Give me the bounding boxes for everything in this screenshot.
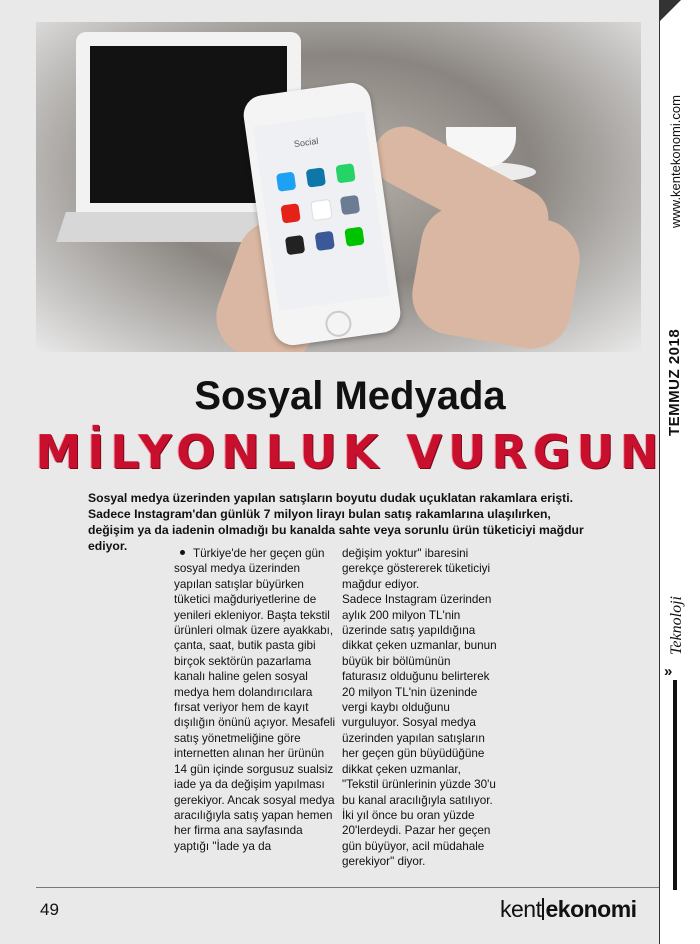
column-2-paragraph-2: Sadece Instagram üzerinden aylık 200 milyon TL'nin üzerinde satış yapıldığına dikkat çeken uzmanlar, bunun büyük bir bölümünün faturasız olduğunu belirterek 20 milyon TL'nin üzeninde vergi kaybı olduğunu vurguluyor. Sosyal medya üzerinden yapılan satışların her geçen gün büyüdüğüne dikkat çeken uzmanlar, "Tekstil ürünlerinin yüzde 30'u bu kanal aracılığıyla satılıyor. İki yıl önce bu oran yüzde 20'lerdeydi. Pazar her geçen gün büyüyor, acil müdahale gerekiyor" diyor.	[342, 593, 497, 869]
publication-logo	[500, 896, 637, 923]
article-headline: MİLYONLUK VURGUN	[35, 425, 665, 479]
website-url[interactable]: www.kentekonomi.com	[668, 95, 683, 228]
hero-photo	[36, 22, 641, 352]
right-hand	[406, 199, 586, 352]
double-chevron-icon: »	[664, 663, 673, 680]
phone-home-button	[324, 309, 353, 338]
corner-triangle	[659, 0, 681, 22]
article-column-2	[342, 546, 498, 870]
phone-screen	[253, 111, 390, 311]
messenger-icon	[340, 195, 360, 215]
line-icon	[344, 227, 364, 247]
section-name: Teknoloji	[668, 596, 685, 655]
section-bar	[673, 680, 677, 890]
issue-month: TEMMUZ 2018	[666, 328, 683, 436]
page-number: 49	[40, 900, 59, 919]
twitter-icon	[276, 172, 296, 192]
article-lead: Sosyal medya üzerinden yapılan satışların boyutu dudak uçuklatan rakamlara erişti. Sadece Instagram'dan günlük 7 milyon lirayı bulan satış rakamlarına ulaşılırken, değişim ya da iadenin olmadığı bu kanalda sahte veya sorunlu ürün tüketiciyi mağdur ediyor.	[88, 491, 584, 553]
linkedin-icon	[306, 167, 326, 187]
google-icon	[310, 199, 333, 222]
logo-part-2: ekonomi	[545, 896, 637, 922]
bullet-icon	[180, 550, 185, 555]
column-1-text: Türkiye'de her geçen gün sosyal medya üzerinden yapılan satışlar büyürken tüketici mağduriyetlerine de yenileri ekleniyor. Başta tekstil ürünleri olmak üzere ayakkabı, çanta, saat, butik pasta gibi birçok sektörün pazarlama kanalı haline gelen sosyal medya hem dolandırıcılara fırsat veriyor hem de kayıt dışılığın önünü açıyor. Mesafeli satış yönetmeliğine göre internetten alınan her ürünün 14 gün içinde sorgusuz sualsiz iade ya da değişim yapılması gerekiyor. Ancak sosyal medya aracılığıyla satış yapan hemen her firma ana sayfasında yaptığı "İade ya da	[174, 547, 336, 853]
facebook-icon	[315, 231, 335, 251]
logo-part-1: kent	[500, 896, 542, 922]
article-column-1	[174, 546, 338, 854]
column-2-paragraph-1: değişim yoktur" ibaresini gerekçe göstererek tüketiciyi mağdur ediyor.	[342, 547, 491, 591]
social-folder-label: Social	[293, 135, 319, 150]
article-title: Sosyal Medyada	[194, 374, 506, 418]
whatsapp-icon	[335, 163, 355, 183]
footer-divider	[36, 887, 659, 888]
youtube-icon	[280, 203, 300, 223]
camera-icon	[285, 235, 305, 255]
